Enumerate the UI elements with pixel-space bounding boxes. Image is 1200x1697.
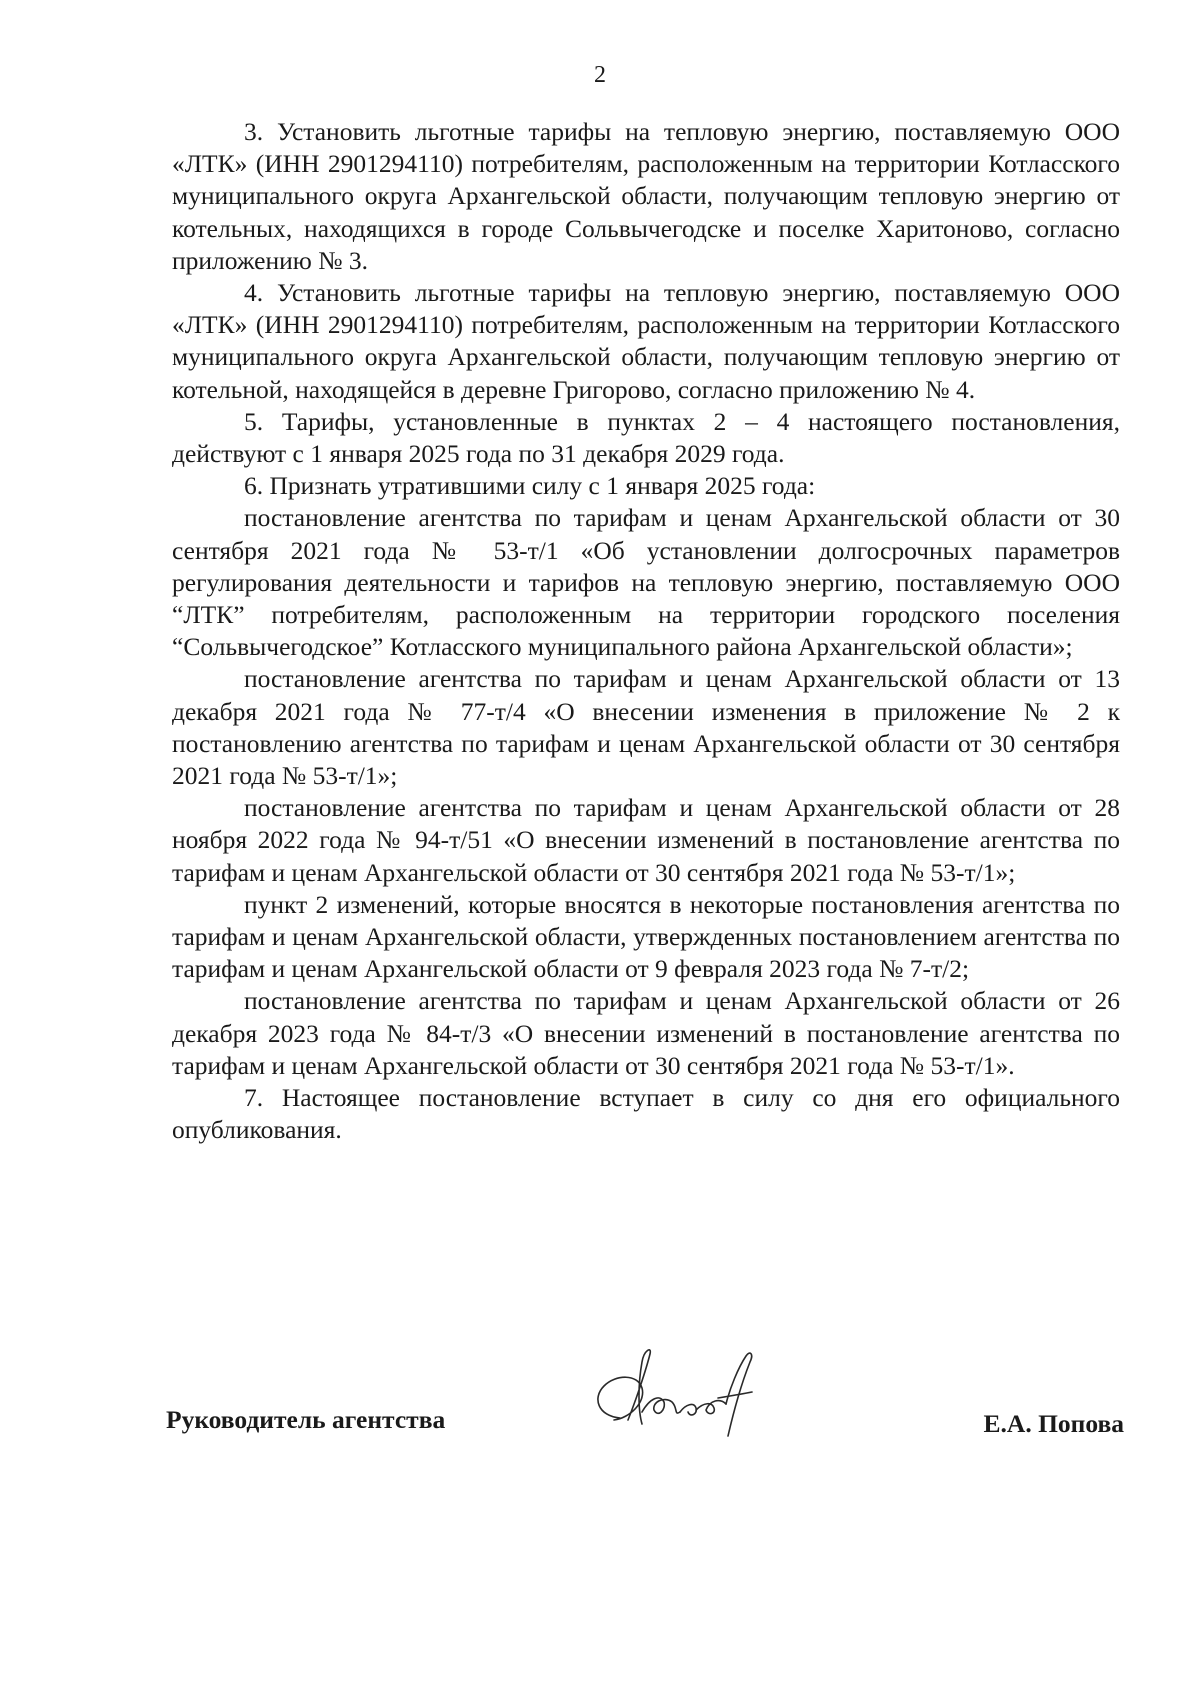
repealed-act-4: пункт 2 изменений, которые вносятся в некоторые постановления агентства по тарифам и ценам Архангельской области, утвержденных постановлением агентства по тарифам и ценам Архангельской области от 9 февраля 2023 года № 7-т/2; xyxy=(172,889,1120,984)
signatory-name: Е.А. Попова xyxy=(983,1409,1124,1438)
document-body xyxy=(172,116,1120,1147)
repealed-act-5: постановление агентства по тарифам и ценам Архангельской области от 26 декабря 2023 года № 84-т/3 «О внесении изменений в постановление агентства по тарифам и ценам Архангельской области от 30 сентября 2021 года № 53-т/1». xyxy=(172,986,1120,1080)
signature-block xyxy=(166,1372,1124,1472)
repealed-act-2: постановление агентства по тарифам и ценам Архангельской области от 13 декабря 2021 года № 77-т/4 «О внесении изменения в приложение № 2 к постановлению агентства по тарифам и ценам Архангельской области от 30 сентября 2021 года № 53-т/1»; xyxy=(172,664,1120,791)
signatory-title: Руководитель агентства xyxy=(166,1405,446,1434)
page-number: 2 xyxy=(594,62,606,88)
paragraph-item-3: 3. Установить льготные тарифы на тепловую энергию, поставляемую ООО «ЛТК» (ИНН 2901294110) потребителям, расположенным на территории Котласского муниципального округа Архангельской области, получающим тепловую энергию от котельных, находящихся в городе Сольвычегодске и поселке Харитоново, согласно приложению № 3. xyxy=(172,117,1120,275)
paragraph-item-4: 4. Установить льготные тарифы на тепловую энергию, поставляемую ООО «ЛТК» (ИНН 2901294110) потребителям, расположенным на территории Котласского муниципального округа Архангельской области, получающим тепловую энергию от котельной, находящейся в деревне Григорово, согласно приложению № 4. xyxy=(172,278,1120,404)
handwritten-signature xyxy=(580,1340,770,1460)
paragraph-item-6: 6. Признать утратившими силу с 1 января 2025 года: xyxy=(244,471,816,501)
paragraph-item-7: 7. Настоящее постановление вступает в силу со дня его официального опубликования. xyxy=(172,1083,1120,1145)
repealed-act-1: постановление агентства по тарифам и ценам Архангельской области от 30 сентября 2021 года № 53-т/1 «Об установлении долгосрочных параметров регулирования деятельности и тарифов на тепловую энергию, поставляемую ООО “ЛТК” потребителям, расположенным на территории городского поселения “Сольвычегодское” Котласского муниципального района Архангельской области»; xyxy=(172,503,1120,662)
repealed-act-3: постановление агентства по тарифам и ценам Архангельской области от 28 ноября 2022 года № 94-т/51 «О внесении изменений в постановление агентства по тарифам и ценам Архангельской области от 30 сентября 2021 года № 53-т/1»; xyxy=(172,793,1120,887)
paragraph-item-5: 5. Тарифы, установленные в пунктах 2 – 4 настоящего постановления, действуют с 1 января 2025 года по 31 декабря 2029 года. xyxy=(172,406,1120,469)
